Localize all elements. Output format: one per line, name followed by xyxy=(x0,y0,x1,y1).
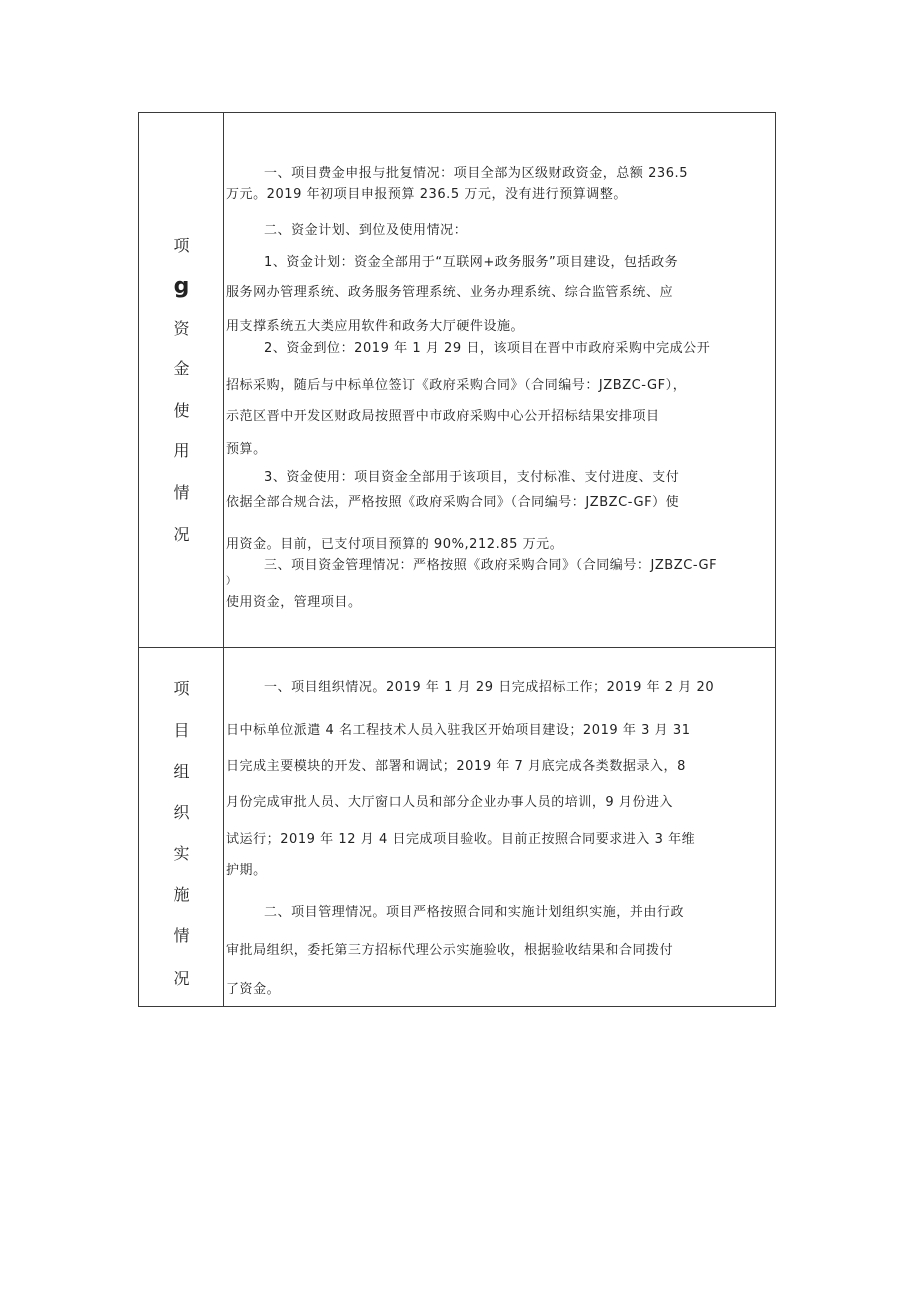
funding-usage-label xyxy=(139,113,224,647)
text-line: 护期。 xyxy=(226,863,267,878)
text-line: 示范区晋中开发区财政局按照晋中市政府采购中心公开招标结果安排项目 xyxy=(226,409,660,424)
text-line: 招标采购，随后与中标单位签订《政府采购合同》（合同编号：JZBZC-GF）， xyxy=(226,378,687,393)
label-char: 目 xyxy=(173,721,190,740)
label-char: 施 xyxy=(173,885,190,904)
text-line: 用支撑系统五大类应用软件和政务大厅硬件设施。 xyxy=(226,319,525,334)
text-line: 月份完成审批人员、大厅窗口人员和部分企业办事人员的培训，9 月份进入 xyxy=(226,795,674,810)
label-char: 情 xyxy=(173,926,190,945)
label-char: 况 xyxy=(173,525,190,544)
label-char: 项 xyxy=(173,679,190,698)
text-line: 服务网办管理系统、政务服务管理系统、业务办理系统、综合监管系统、应 xyxy=(226,285,674,300)
text-line: 了资金。 xyxy=(226,982,281,997)
label-char: 使 xyxy=(173,401,190,420)
text-line: 万元。2019 年初项目申报预算 236.5 万元，没有进行预算调整。 xyxy=(226,187,627,202)
implementation-content xyxy=(224,648,775,1006)
text-line: 用资金。目前，已支付项目预算的 90%,212.85 万元。 xyxy=(226,537,564,552)
text-line: ） xyxy=(226,576,237,587)
label-char: 织 xyxy=(173,803,190,822)
text-line: 试运行；2019 年 12 月 4 日完成项目验收。目前正按照合同要求进入 3 年维 xyxy=(226,832,696,847)
label-char: g xyxy=(173,274,190,299)
label-char: 况 xyxy=(173,969,190,988)
funding-usage-content xyxy=(224,113,775,647)
text-line: 审批局组织，委托第三方招标代理公示实施验收，根据验收结果和合同拨付 xyxy=(226,943,674,958)
label-char: 情 xyxy=(173,483,190,502)
text-line: 2、资金到位：2019 年 1 月 29 日，该项目在晋中市政府采购中完成公开 xyxy=(264,341,711,356)
text-line: 三、项目资金管理情况：严格按照《政府采购合同》（合同编号：JZBZC-GF xyxy=(264,558,718,573)
funding-usage-row xyxy=(139,113,775,648)
label-char: 实 xyxy=(173,844,190,863)
text-line: 一、项目组织情况。2019 年 1 月 29 日完成招标工作；2019 年 2 月 20 xyxy=(264,680,715,695)
label-char: 资 xyxy=(173,319,190,338)
text-line: 二、资金计划、到位及使用情况： xyxy=(264,223,468,238)
text-line: 预算。 xyxy=(226,442,267,457)
text-line: 依据全部合规合法，严格按照《政府采购合同》（合同编号：JZBZC-GF）使 xyxy=(226,495,680,510)
funding-table xyxy=(138,112,776,1007)
label-char: 组 xyxy=(173,762,190,781)
label-char: 用 xyxy=(173,441,190,460)
text-line: 日中标单位派遣 4 名工程技术人员入驻我区开始项目建设；2019 年 3 月 31 xyxy=(226,723,691,738)
text-line: 使用资金，管理项目。 xyxy=(226,595,362,610)
text-line: 一、项目费金申报与批复情况：项目全部为区级财政资金，总额 236.5 xyxy=(264,166,689,181)
implementation-row xyxy=(139,648,775,1006)
text-line: 1、资金计划：资金全部用于“互联网+政务服务”项目建设，包括政务 xyxy=(264,255,679,270)
implementation-label xyxy=(139,648,224,1006)
text-line: 3、资金使用：项目资金全部用于该项目，支付标准、支付进度、支付 xyxy=(264,470,680,485)
text-line: 日完成主要模块的开发、部署和调试；2019 年 7 月底完成各类数据录入，8 xyxy=(226,759,686,774)
label-char: 项 xyxy=(173,236,190,255)
label-char: 金 xyxy=(173,359,190,378)
text-line: 二、项目管理情况。项目严格按照合同和实施计划组织实施，并由行政 xyxy=(264,905,685,920)
